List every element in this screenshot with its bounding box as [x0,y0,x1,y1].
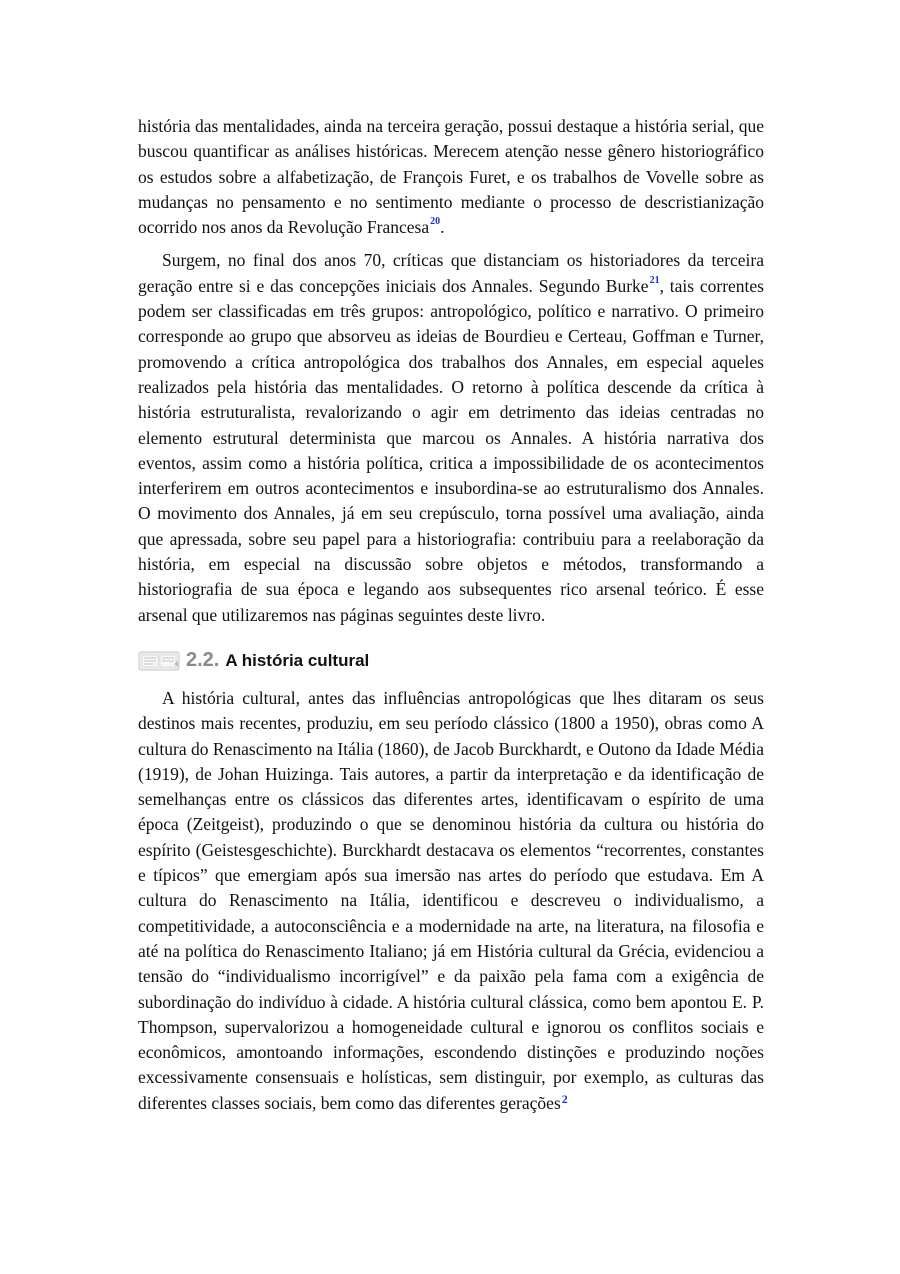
footnote-ref-20[interactable]: 20 [430,216,441,228]
paragraph-cultural-history [138,686,764,1116]
footnote-ref-21[interactable]: 21 [649,274,660,286]
paragraph-text: história das mentalidades, ainda na terceira geração, possui destaque a história serial, que buscou quantificar as análises históricas. Merecem atenção nesse gênero historiográfico os estudos sobre a alfabetização, de François Furet, e os trabalhos de Vovelle sobre as mudanças no pensamento e no sentimento mediante o processo de descristianização ocorrido nos anos da Revolução Francesa [138,116,764,238]
section-heading [138,646,764,676]
paragraph-text: A história cultural, antes das influências antropológicas que lhes ditaram os seus destinos mais recentes, produziu, em seu período clássico (1800 a 1950), obras como A cultura do Renascimento na Itália (1860), de Jacob Burckhardt, e Outono da Idade Média (1919), de Johan Huizinga. Tais autores, a partir da interpretação e da identificação de semelhanças entre os clássicos das diferentes artes, identificavam o espírito de uma época (Zeitgeist), produzindo o que se denominou história da cultura ou história do espírito (Geistesgeschichte). Burckhardt destacava os elementos “recorrentes, constantes e típicos” que emergiam após sua imersão nas artes do período que estudava. Em A cultura do Renascimento na Itália, identificou e descreveu o individualismo, a competitividade, a autoconsciência e a modernidade na arte, na literatura, na filosofia e até na política do Renascimento Italiano; já em História cultural da Grécia, evidenciou a tensão do “individualismo incorrigível” e da paixão pela fama com a exigência de subordinação do indivíduo à cidade. A história cultural clássica, como bem apontou E. P. Thompson, supervalorizou a homogeneidade cultural e ignorou os conflitos sociais e econômicos, amontoando informações, escondendo distinções e produzindo noções excessivamente consensuais e holísticas, sem distinguir, por exemplo, as culturas das diferentes classes sociais, bem como das diferentes gerações [138,687,764,1113]
book-pages-icon [138,650,182,672]
paragraph-text-after: , tais correntes podem ser classificadas em três grupos: antropológico, político e narrativo. O primeiro corresponde ao grupo que absorveu as ideias de Bourdieu e Certeau, Goffman e Turner, promovendo a crítica antropológica dos trabalhos dos Annales, em especial aqueles realizados pela história das mentalidades. O retorno à política descende da crítica à história estruturalista, revalorizando o agir em detrimento das ideias centradas no elemento estrutural determinista que marcou os Annales. A história narrativa dos eventos, assim como a história política, critica a impossibilidade de os acontecimentos interferirem em outros acontecimentos e insubordina-se ao estruturalismo dos Annales. O movimento dos Annales, já em seu crepúsculo, torna possível uma avaliação, ainda que apressada, sobre seu papel para a historiografia: contribuiu para a reelaboração da história, em especial na discussão sobre objetos e métodos, transformando a historiografia de sua época e legando aos subsequentes rico arsenal teórico. É esse arsenal que utilizaremos nas páginas seguintes deste livro. [138,275,764,625]
document-page [138,114,764,1116]
section-number: 2.2. [186,649,220,672]
paragraph-serial-history [138,114,764,240]
section-title: A história cultural [225,651,370,671]
footnote-ref-2[interactable]: 2 [561,1091,568,1106]
paragraph-critiques [138,248,764,627]
paragraph-tail: . [440,217,445,238]
paragraph-text-before: Surgem, no final dos anos 70, críticas que distanciam os historiadores da terceira geração entre si e das concepções iniciais dos Annales. Segundo Burke [138,250,764,296]
